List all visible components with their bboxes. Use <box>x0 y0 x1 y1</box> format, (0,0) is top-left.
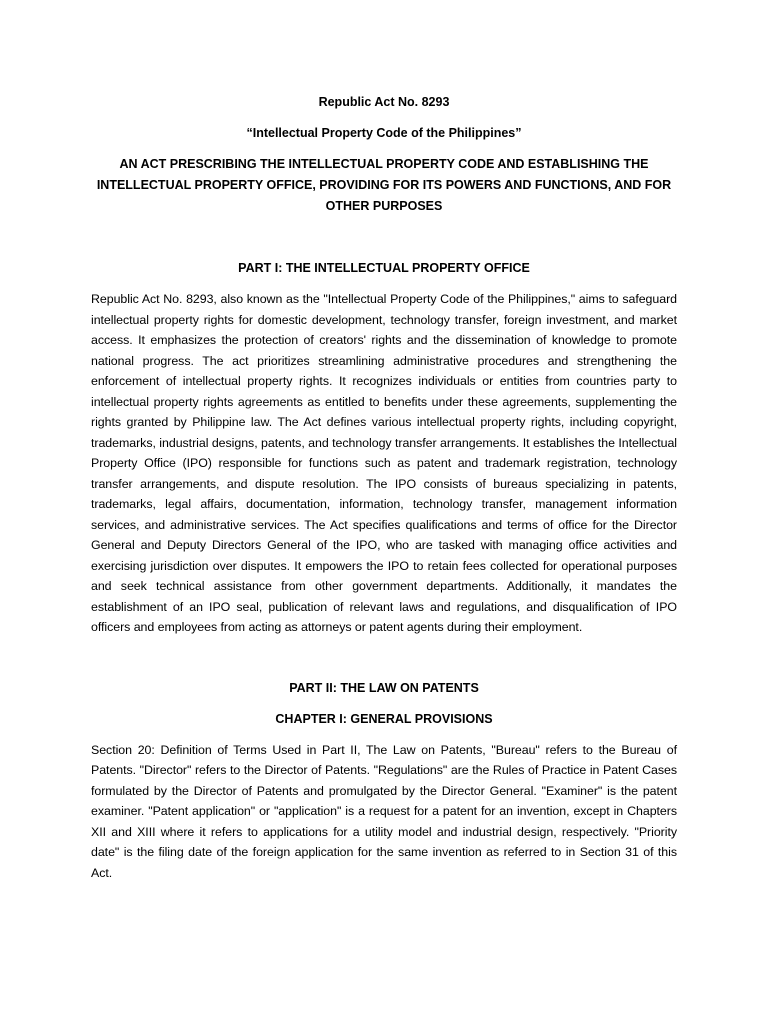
document-subtitle: “Intellectual Property Code of the Philippines” <box>246 126 522 140</box>
chapter1-heading: CHAPTER I: GENERAL PROVISIONS <box>275 711 493 726</box>
document-page <box>91 92 677 883</box>
document-long-title: AN ACT PRESCRIBING THE INTELLECTUAL PROPERTY CODE AND ESTABLISHING THE INTELLECTUAL PROPERTY OFFICE, PROVIDING FOR ITS POWERS AND FUNCTIONS, AND FOR OTHER PURPOSES <box>96 157 672 213</box>
document-title: Republic Act No. 8293 <box>318 95 450 109</box>
part1-heading: PART I: THE INTELLECTUAL PROPERTY OFFICE <box>238 261 530 275</box>
part1-paragraph: Republic Act No. 8293, also known as the "Intellectual Property Code of the Philippines," aims to safeguard intellectual property rights for domestic development, technology transfer, foreign investment, and market access. It emphasizes the protection of creators' rights and the dissemination of knowledge to promote national progress. The act prioritizes streamlining administrative procedures and strengthening the enforcement of intellectual property rights. It recognizes individuals or entities from countries party to intellectual property rights agreements as entitled to benefits under these agreements, supplementing the rights granted by Philippine law. The Act defines various intellectual property rights, including copyright, trademarks, industrial designs, patents, and technology transfer arrangements. It establishes the Intellectual Property Office (IPO) responsible for functions such as patent and trademark registration, technology transfer arrangements, and dispute resolution. The IPO consists of bureaus specializing in patents, trademarks, legal affairs, documentation, information, technology transfer, management information services, and administrative services. The Act specifies qualifications and terms of office for the Director General and Deputy Directors General of the IPO, who are tasked with managing office activities and exercising jurisdiction over disputes. It empowers the IPO to retain fees collected for operational purposes and seek technical assistance from other government departments. Additionally, it mandates the establishment of an IPO seal, publication of relevant laws and regulations, and disqualification of IPO officers and employees from acting as attorneys or patent agents during their employment. <box>91 292 677 634</box>
part2-heading: PART II: THE LAW ON PATENTS <box>289 680 479 695</box>
section20-paragraph: Section 20: Definition of Terms Used in Part II, The Law on Patents, "Bureau" refers to the Bureau of Patents. "Director" refers to the Director of Patents. "Regulations" are the Rules of Practice in Patent Cases formulated by the Director of Patents and promulgated by the Director General. "Examiner" is the patent examiner. "Patent application" or "application" is a request for a patent for an invention, except in Chapters XII and XIII where it refers to applications for a utility model and industrial design, respectively. "Priority date" is the filing date of the foreign application for the same invention as referred to in Section 31 of this Act. <box>91 742 677 880</box>
